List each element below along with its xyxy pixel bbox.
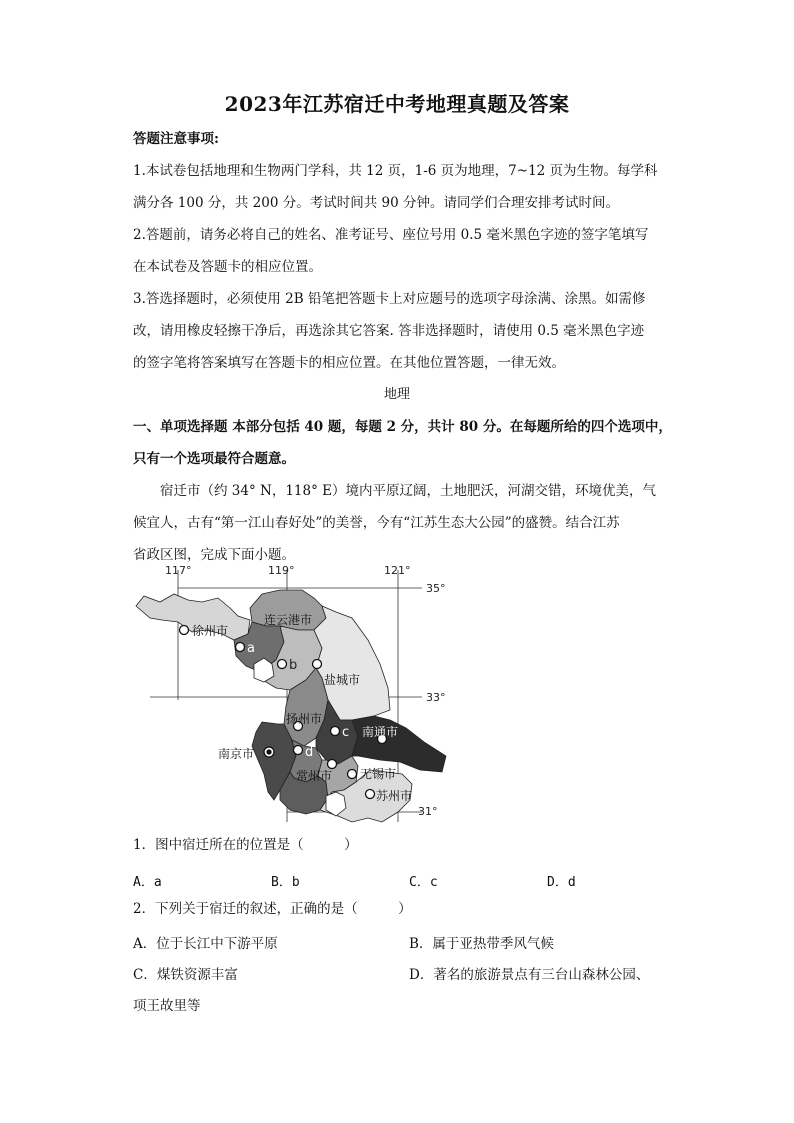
city-label: 徐州市: [192, 624, 229, 638]
city-label: 无锡市: [360, 767, 397, 781]
question-stem: 1．图中宿迁所在的位置是（ ）: [133, 837, 358, 853]
notice-line: 1.本试卷包括地理和生物两门学科，共 12 页，1-6 页为地理，7~12 页为生物。每学科: [133, 163, 658, 179]
marker-label: b: [289, 658, 298, 673]
option-a[interactable]: A．位于长江中下游平原: [133, 936, 278, 952]
option-d[interactable]: D．著名的旅游景点有三台山森林公园、: [409, 967, 650, 983]
lat-label: 31°: [418, 805, 438, 818]
city-dot-d: [294, 746, 303, 755]
marker-label: a: [247, 641, 255, 656]
city-label: 南通市: [362, 725, 399, 739]
city-dot-a: [236, 643, 245, 652]
city-dot-xuzhou: [180, 626, 189, 635]
city-dot-changzhou: [328, 760, 337, 769]
marker-label: d: [305, 745, 314, 760]
option-c[interactable]: C．煤铁资源丰富: [133, 967, 238, 983]
option-b[interactable]: B．b: [271, 875, 300, 890]
option-c[interactable]: C．c: [409, 875, 438, 890]
passage-line: 候宜人，古有“第一江山春好处”的美誉，今有“江苏生态大公园”的盛赞。结合江苏: [133, 515, 620, 531]
notice-line: 在本试卷及答题卡的相应位置。: [133, 259, 322, 275]
city-dot-c: [331, 727, 340, 736]
section-line: 只有一个选项最符合题意。: [133, 451, 295, 467]
lat-label: 35°: [426, 582, 446, 595]
section-line: 一、单项选择题 本部分包括 40 题，每题 2 分，共计 80 分。在每题所给的四个选项中，: [133, 419, 672, 435]
jiangsu-map: [130, 560, 460, 830]
lon-label: 119°: [268, 564, 295, 577]
notice-line: 满分各 100 分，共 200 分。考试时间共 90 分钟。请同学们合理安排考试时间。: [133, 195, 619, 211]
notice-heading: 答题注意事项:: [133, 131, 219, 147]
city-dot-yancheng: [313, 660, 322, 669]
city-label: 苏州市: [376, 789, 413, 803]
lon-label: 117°: [165, 564, 192, 577]
option-d[interactable]: D．d: [547, 875, 576, 890]
city-label: 扬州市: [286, 712, 323, 726]
subject-heading: 地理: [383, 387, 410, 402]
notice-line: 3.答选择题时，必须使用 2B 铅笔把答题卡上对应题号的选项字母涂满、涂黑。如需修: [133, 291, 646, 307]
question-stem: 2．下列关于宿迁的叙述，正确的是（ ）: [133, 901, 412, 917]
notice-line: 2.答题前，请务必将自己的姓名、准考证号、座位号用 0.5 毫米黑色字迹的签字笔填写: [133, 227, 649, 243]
option-b[interactable]: B．属于亚热带季风气候: [409, 936, 554, 952]
passage-line: 宿迁市（约 34° N，118° E）境内平原辽阔，土地肥沃，河湖交错，环境优美，气: [160, 483, 656, 499]
city-label: 南京市: [218, 747, 255, 761]
city-label: 连云港市: [264, 613, 313, 627]
city-dot-wuxi: [348, 770, 357, 779]
notice-line: 改，请用橡皮轻擦干净后，再选涂其它答案. 答非选择题时，请使用 0.5 毫米黑色字迹: [133, 323, 645, 339]
capital-dot: [267, 750, 271, 754]
lon-label: 121°: [384, 564, 411, 577]
marker-label: c: [342, 725, 350, 740]
lat-label: 33°: [426, 691, 446, 704]
city-dot-b: [278, 660, 287, 669]
city-label: 常州市: [296, 769, 333, 783]
city-label: 盐城市: [324, 673, 361, 687]
option-a[interactable]: A．a: [133, 875, 162, 890]
city-dot-suzhou: [366, 790, 375, 799]
notice-line: 的签字笔将答案填写在答题卡的相应位置。在其他位置答题，一律无效。: [133, 355, 565, 371]
passage-line: 省政区图，完成下面小题。: [133, 547, 295, 563]
option-d-continuation: 项王故里等: [133, 998, 201, 1014]
page-title: 2023年江苏宿迁中考地理真题及答案: [224, 92, 570, 116]
